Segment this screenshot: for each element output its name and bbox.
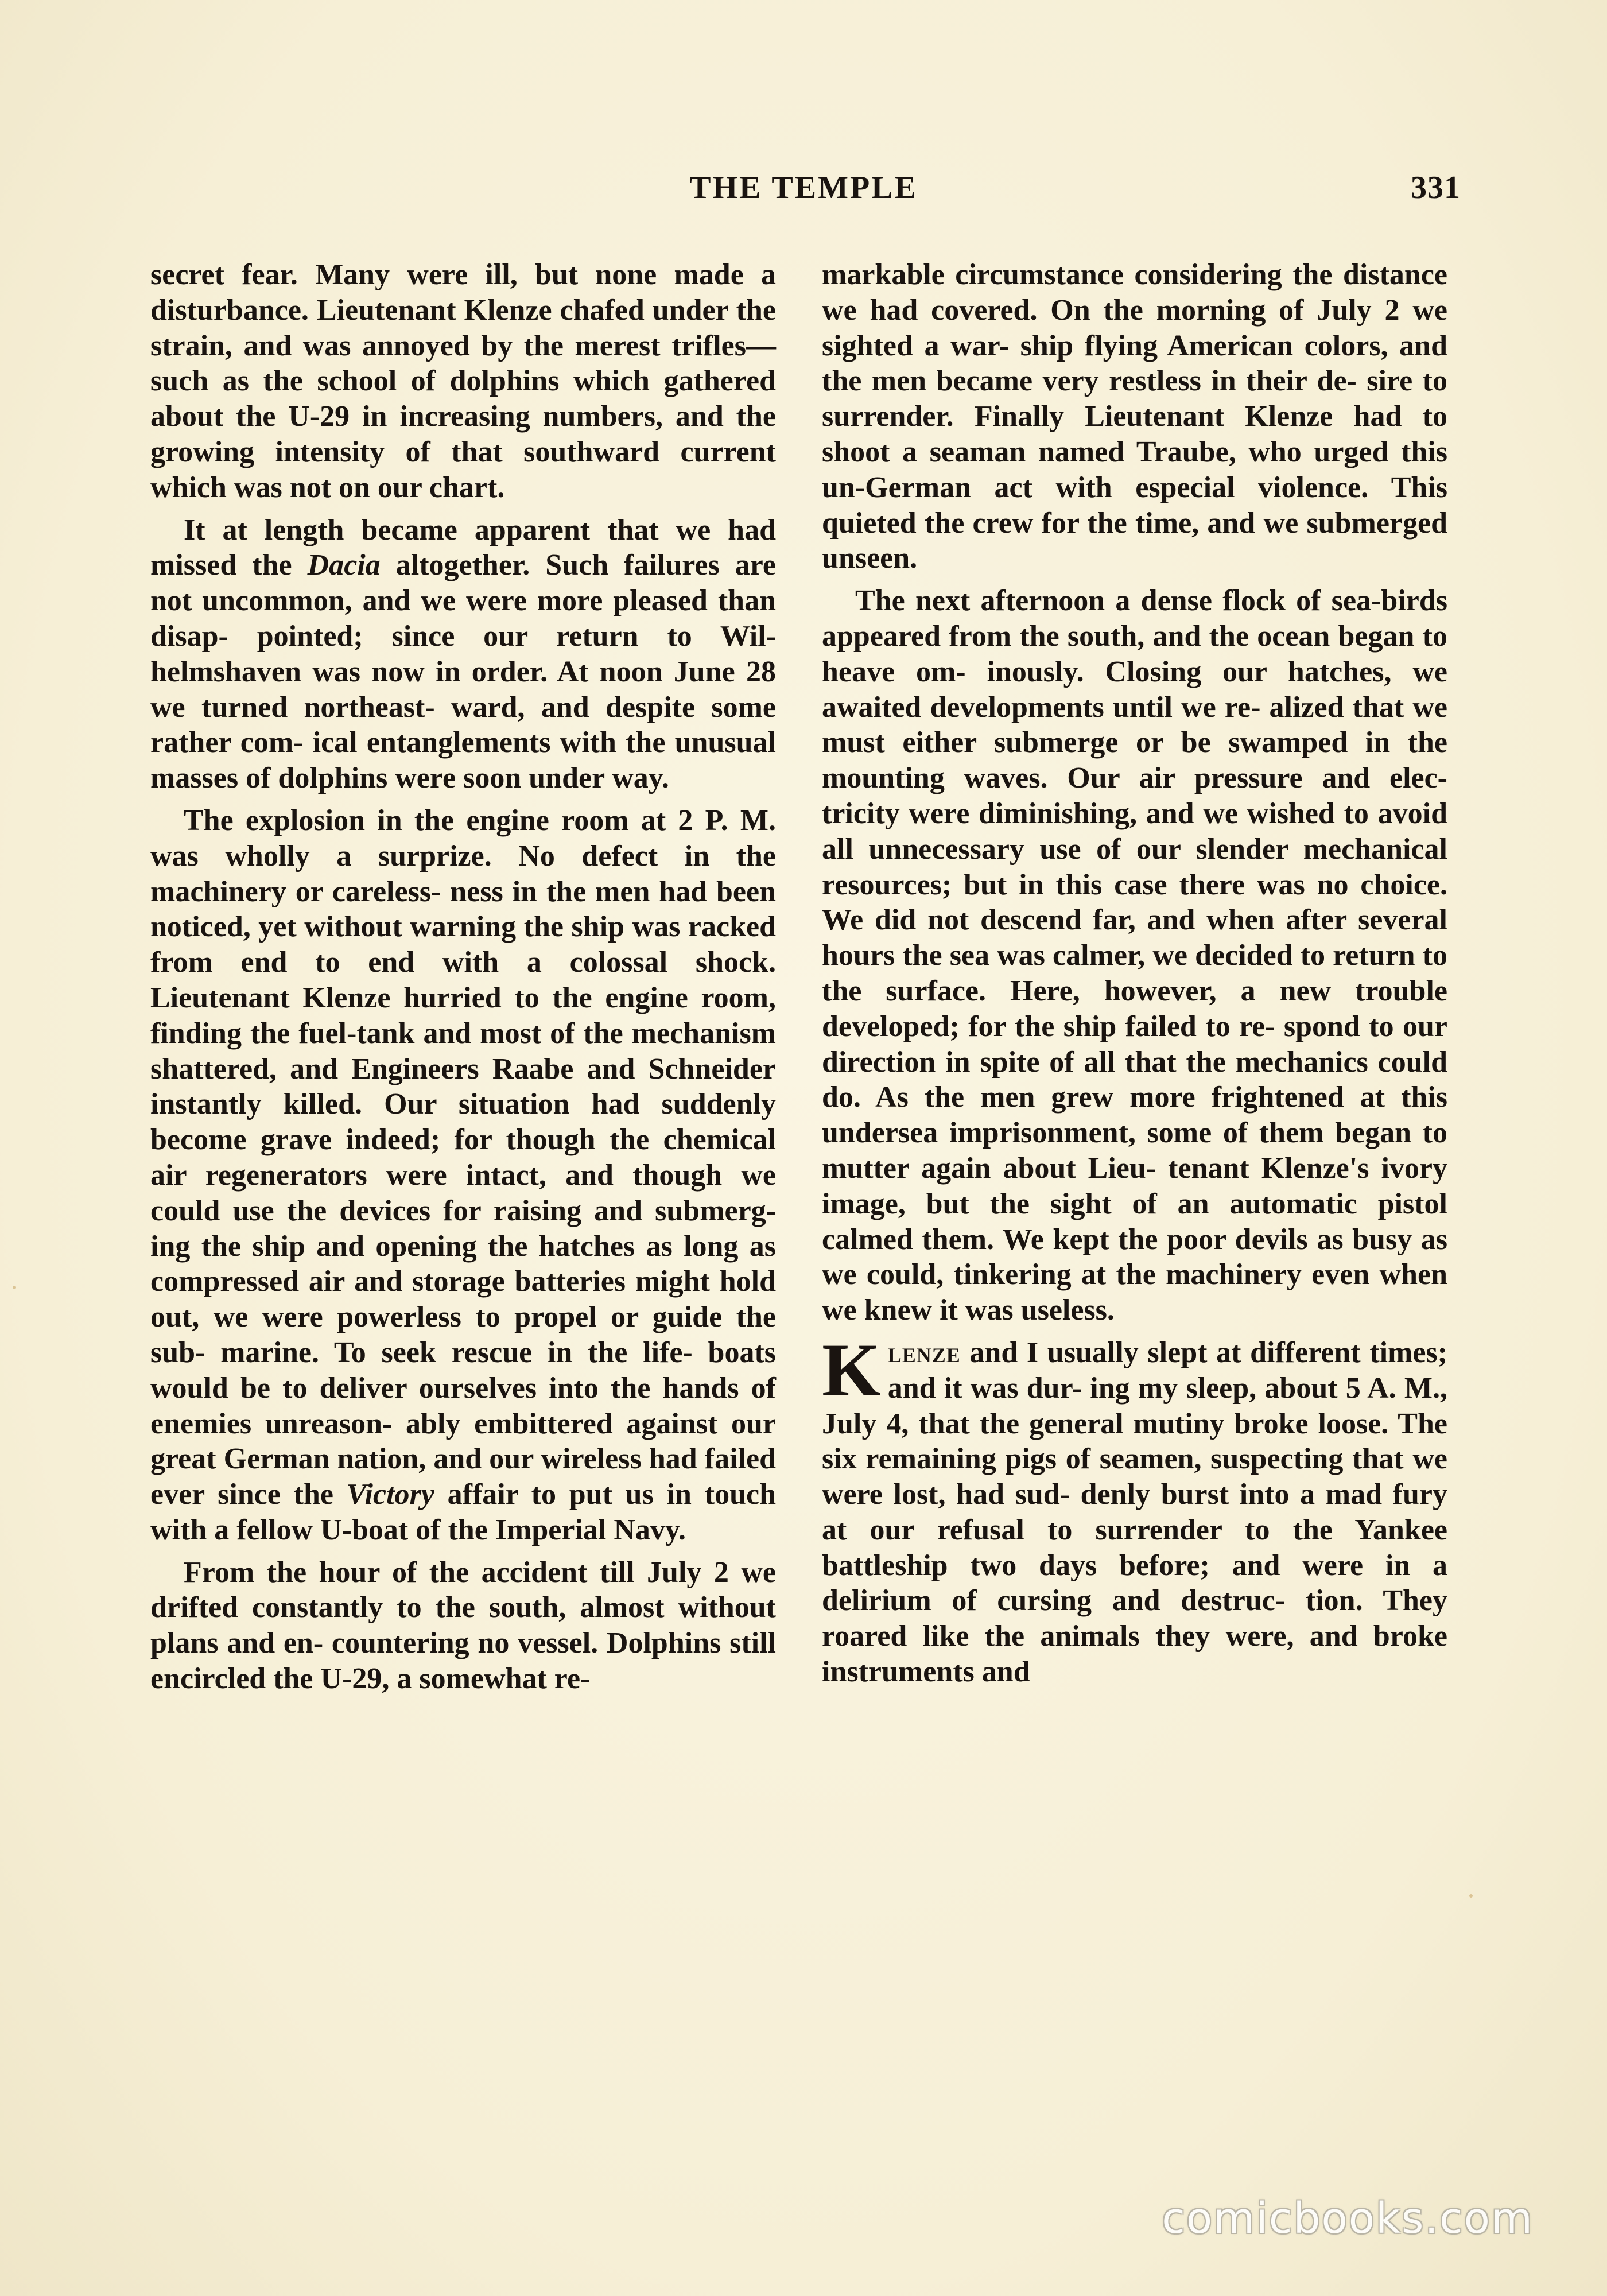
small-caps-lead: lenze bbox=[887, 1336, 961, 1369]
paragraph bbox=[822, 257, 1447, 576]
paper-speck bbox=[1469, 1894, 1473, 1898]
paragraph-text: affair to put us in touch with a fellow U-boat of the Imperial Navy. bbox=[150, 1478, 776, 1546]
paragraph bbox=[150, 257, 776, 506]
watermark: comicbooks.com bbox=[1162, 2194, 1534, 2243]
paragraph-text: The next afternoon a dense flock of sea-birds appeared from the south, and the ocean began to heave om- inously. Closing our hatches, we awaited developments until we re- alized that we must either submerge or be swamped in the mounting waves. Our air pressure and elec- tricity were diminishing, and we wished to avoid all unnecessary use of our slender mechanical resources; but in this case there was no choice. We did not descend far, and when after several hours the sea was calmer, we decided to return to the surface. Here, however, a new trouble developed; for the ship failed to re- spond to our direction in spite of all that the mechanics could do. As the men grew more frightened at this undersea imprisonment, some of them began to mutter again about Lieu- tenant Klenze's ivory image, but the sight of an automatic pistol calmed them. We kept the poor devils as busy as we could, tinkering at the machinery even when we knew it was useless. bbox=[822, 584, 1447, 1327]
running-title: THE TEMPLE bbox=[689, 170, 918, 205]
drop-cap: K bbox=[822, 1327, 881, 1412]
right-column bbox=[822, 257, 1447, 1690]
paragraph bbox=[150, 1555, 776, 1697]
paragraph-text: secret fear. Many were ill, but none made a disturbance. Lieutenant Klenze chafed under the strain, and was annoyed by the merest trifles— such as the school of dolphins which gathered about the U-29 in increasing numbers, and the growing intensity of that southward current which was not on our chart. bbox=[150, 258, 776, 504]
paragraph-text: and I usually slept at different times; and it was dur- ing my sleep, about 5 A. M., July 4, that the general mutiny broke loose. The six remaining pigs of seamen, suspecting that we were lost, had sud- denly burst into a mad fury at our refusal to surrender to the Yankee battleship two days before; and were in a delirium of cursing and destruc- tion. They roared like the animals they were, and broke instruments and bbox=[822, 1336, 1447, 1689]
ship-name-italic: Dacia bbox=[307, 549, 381, 582]
ship-name-italic: Victory bbox=[346, 1478, 434, 1511]
section-opening-paragraph bbox=[822, 1327, 1447, 1690]
paragraph bbox=[150, 513, 776, 796]
paragraph bbox=[822, 583, 1447, 1328]
paragraph bbox=[150, 803, 776, 1548]
paragraph-text: From the hour of the accident till July 2 we drifted constantly to the south, almost without plans and en- countering no vessel. Dolphins still encircled the U-29, a somewhat re- bbox=[150, 1556, 776, 1696]
left-column bbox=[150, 257, 776, 1697]
page-number: 331 bbox=[1411, 170, 1461, 205]
paragraph-text: altogether. Such failures are not uncommon, and we were more pleased than disap- pointed; since our return to Wil- helmshaven was now in order. At noon June 28 we turned northeast- ward, and despite some rather com- ical entanglements with the unusual masses of dolphins were soon under way. bbox=[150, 549, 776, 795]
paper-speck bbox=[13, 1286, 16, 1289]
paragraph-text: The explosion in the engine room at 2 P. M. was wholly a surprize. No defect in the machinery or careless- ness in the men had been noticed, yet without warning the ship was racked from end to end with a colossal shock. Lieutenant Klenze hurried to the engine room, finding the fuel-tank and most of the mechanism shattered, and Engineers Raabe and Schneider instantly killed. Our situation had suddenly become grave indeed; for though the chemical air regenerators were intact, and though we could use the devices for raising and submerg- ing the ship and opening the hatches as long as compressed air and storage batteries might hold out, we were powerless to propel or guide the sub- marine. To seek rescue in the life- boats would be to deliver ourselves into the hands of enemies unreason- ably embittered against our great German nation, and our wireless had failed ever since the bbox=[150, 804, 776, 1511]
running-head bbox=[146, 169, 1461, 215]
paragraph-text: It at length became apparent that we had missed the bbox=[150, 513, 776, 582]
paragraph-text: markable circumstance considering the distance we had covered. On the morning of July 2 we sighted a war- ship flying American colors, and the men became very restless in their de- sire to surrender. Finally Lieutenant Klenze had to shoot a seaman named Traube, who urged this un-German act with especial violence. This quieted the crew for the time, and we submerged unseen. bbox=[822, 258, 1447, 575]
